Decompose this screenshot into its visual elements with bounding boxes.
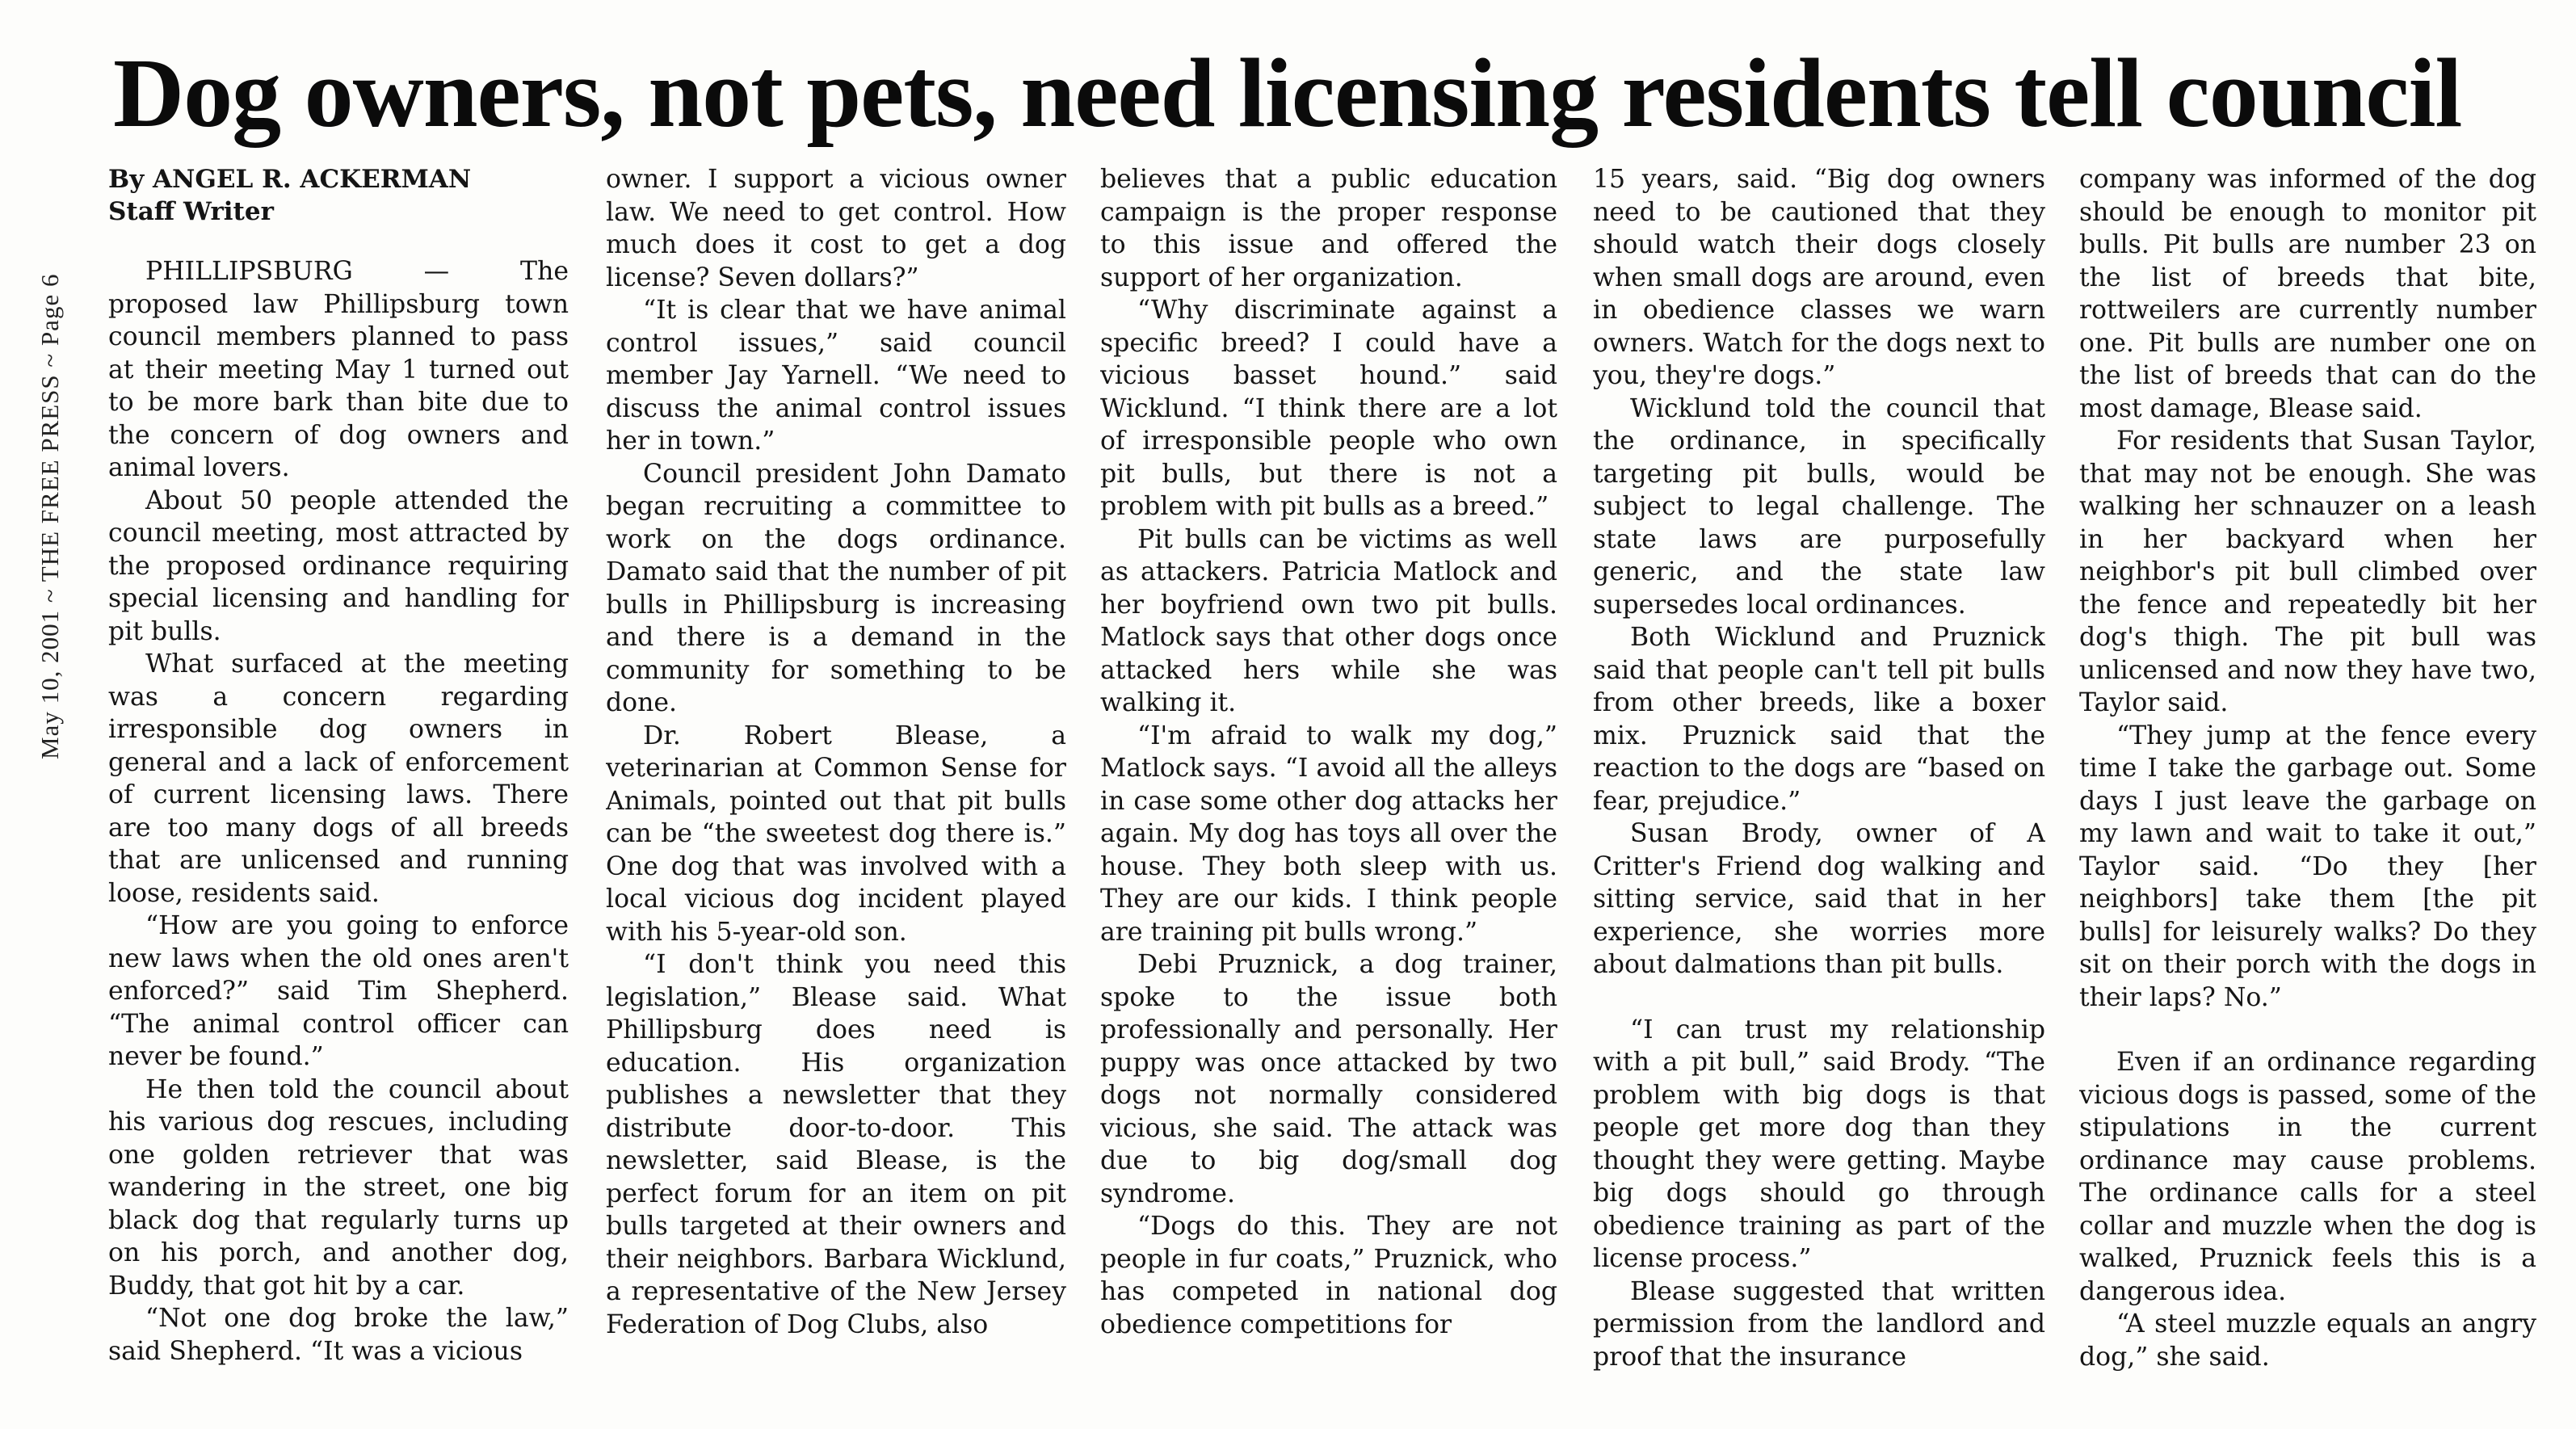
byline-author: By ANGEL R. ACKERMAN (108, 165, 472, 194)
article-column-4 (1593, 163, 2045, 1407)
paragraph: owner. I support a vicious owner law. We need to get control. How much does it cost to get a dog license? Seven dollars?” (606, 165, 1066, 292)
page-folio: May 10, 2001 ~ THE FREE PRESS ~ Page 6 (36, 273, 64, 759)
paragraph: “It is clear that we have animal control issues,” said council member Jay Yarnell. “We need to discuss the animal control issues her in town.” (606, 296, 1066, 456)
article-column-3 (1100, 163, 1557, 1407)
paragraph: 15 years, said. “Big dog owners need to be cautioned that they should watch their dogs closely when small dogs are around, even in obedience classes we warn owners. Watch for the dogs next to you, they're dogs.” (1593, 165, 2045, 390)
paragraph: “Dogs do this. They are not people in fur coats,” Pruznick, who has competed in national dog obedience competitions for (1100, 1212, 1557, 1339)
paragraph: “I'm afraid to walk my dog,” Matlock says. “I avoid all the alleys in case some other dog attacks her again. My dog has toys all over the house. They both sleep with us. They are our kids. I think people are training pit bulls wrong.” (1100, 721, 1557, 947)
paragraph: For residents that Susan Taylor, that may not be enough. She was walking her schnauzer on a leash in her backyard when her neighbor's pit bull climbed over the fence and repeatedly bit her dog's thigh. The pit bull was unlicensed and now they have two, Taylor said. (2079, 427, 2536, 717)
paragraph: He then told the council about his various dog rescues, including one golden retriever that was wandering in the street, one big black dog that regularly turns up on his porch, and another dog, Buddy, that got hit by a car. (108, 1074, 569, 1301)
paragraph: Both Wicklund and Pruznick said that people can't tell pit bulls from other breeds, like a boxer mix. Pruznick said that the reaction to the dogs are “based on fear, prejudice.” (1593, 623, 2045, 816)
paragraph: believes that a public education campaign is the proper response to this issue and offered the support of her organization. (1100, 165, 1557, 292)
paragraph: “Not one dog broke the law,” said Shepherd. “It was a vicious (108, 1304, 569, 1366)
paragraph: “How are you going to enforce new laws when the old ones aren't enforced?” said Tim Shepherd. “The animal control officer can never be found.” (108, 911, 569, 1071)
paragraph: company was informed of the dog should be enough to monitor pit bulls. Pit bulls are number 23 on the list of breeds that bite, rottweilers are currently number one. Pit bulls are number one on the list of breeds that can do the most damage, Blease said. (2079, 165, 2536, 423)
paragraph: “They jump at the fence every time I take the garbage out. Some days I just leave the garbage on my lawn and wait to take it out,” Taylor said. “Do they [her neighbors] take them [the pit bulls] for leisurely walks? Do they sit on their porch with the dogs in their laps? No.” (2079, 721, 2536, 1012)
paragraph: Wicklund told the council that the ordinance, in specifically targeting pit bulls, would be subject to legal challenge. The state laws are purposefully generic, and the state law supersedes local ordinances. (1593, 393, 2045, 620)
paragraph: PHILLIPSBURG — The proposed law Phillipsburg town council members planned to pass at their meeting May 1 turned out to be more bark than bite due to the concern of dog owners and animal lovers. (108, 257, 569, 482)
paragraph: What surfaced at the meeting was a concern regarding irresponsible dog owners in general and a lack of enforcement of current licensing laws. There are too many dogs of all breeds that are unlicensed and running loose, residents said. (108, 649, 569, 908)
byline (108, 163, 569, 228)
paragraph: “I don't think you need this legislation,” Blease said. What Phillipsburg does need is education. His organization publishes a newsletter that they distribute door-to-door. This newsletter, said Blease, is the perfect forum for an item on pit bulls targeted at their owners and their neighbors. Barbara Wicklund, a representative of the New Jersey Federation of Dog Clubs, also (606, 950, 1066, 1339)
paragraph: Blease suggested that written permission from the landlord and proof that the insurance (1593, 1276, 2045, 1372)
paragraph: Debi Pruznick, a dog trainer, spoke to the issue both professionally and personally. Her puppy was once attacked by two dogs not normally considered vicious, she said. The attack was due to big dog/small dog syndrome. (1100, 950, 1557, 1208)
paragraph: Pit bulls can be victims as well as attackers. Patricia Matlock and her boyfriend own two pit bulls. Matlock says that other dogs once attacked hers while she was walking it. (1100, 524, 1557, 717)
article-column-1 (108, 163, 569, 1407)
paragraph: “Why discriminate against a specific breed? I could have a vicious basset hound.” said Wicklund. “I think there are a lot of irresponsible people who own pit bulls, but there is not a problem with pit bulls as a breed.” (1100, 296, 1557, 521)
paragraph: “I can trust my relationship with a pit bull,” said Brody. “The problem with big dogs is that people get more dog than they thought they were getting. Maybe big dogs should go through obedience training as part of the license process.” (1593, 1015, 2045, 1273)
paragraph: About 50 people attended the council meeting, most attracted by the proposed ordinance requiring special licensing and handling for pit bulls. (108, 485, 569, 646)
paragraph: “A steel muzzle equals an angry dog,” she said. (2079, 1309, 2536, 1372)
paragraph: Council president John Damato began recruiting a committee to work on the dogs ordinance. Damato said that the number of pit bulls in Phillipsburg is increasing and there is a demand in the community for something to be done. (606, 459, 1066, 717)
article-column-5 (2079, 163, 2536, 1407)
headline: Dog owners, not pets, need licensing residents tell council (113, 39, 2462, 148)
byline-role: Staff Writer (108, 197, 274, 226)
paragraph: Dr. Robert Blease, a veterinarian at Common Sense for Animals, pointed out that pit bulls can be “the sweetest dog there is.” One dog that was involved with a local vicious dog incident played with his 5-year-old son. (606, 721, 1066, 947)
paragraph: Even if an ordinance regarding vicious dogs is passed, some of the stipulations in the current ordinance may cause problems. The ordinance calls for a steel collar and muzzle when the dog is walked, Pruznick feels this is a dangerous idea. (2079, 1048, 2536, 1306)
paragraph: Susan Brody, owner of A Critter's Friend dog walking and sitting service, said that in her experience, she worries more about dalmations than pit bulls. (1593, 819, 2045, 979)
article-column-2 (606, 163, 1066, 1407)
